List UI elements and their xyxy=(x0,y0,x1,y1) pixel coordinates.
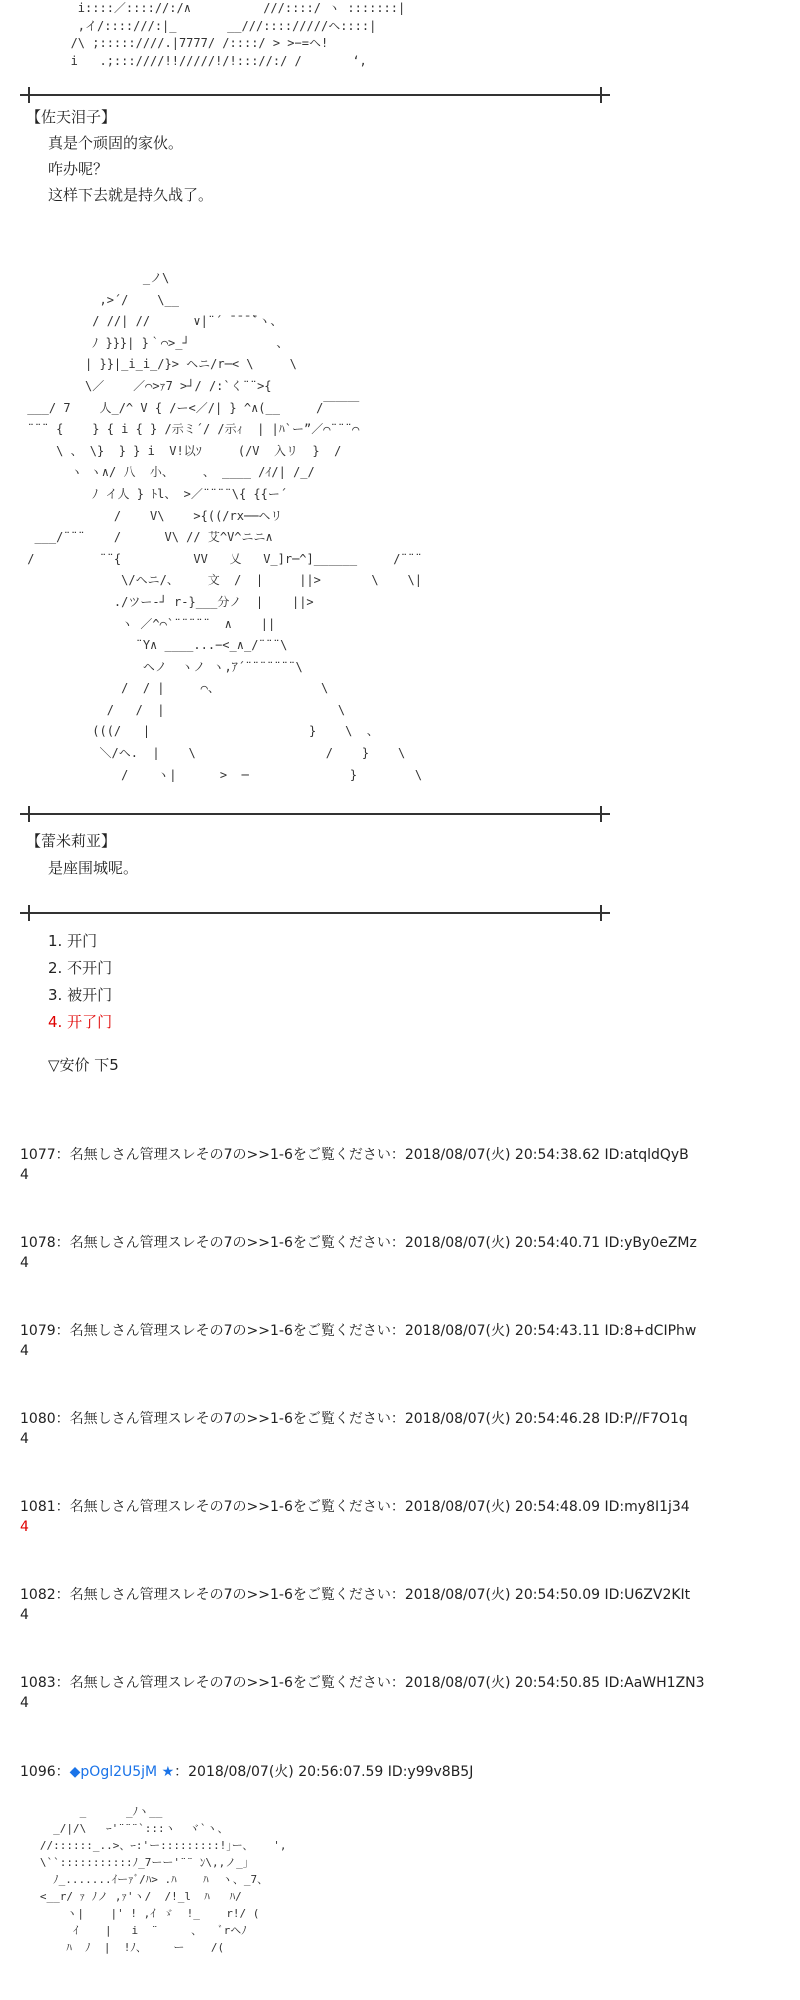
post-header: 1080：名無しさん管理スレその7の>>1-6をご覧ください：2018/08/07(火) 20:54:46.28 ID:P//F7O1q xyxy=(20,1411,688,1427)
choice-item xyxy=(48,982,112,1008)
reply-post xyxy=(20,1585,690,1625)
post-body: 4 xyxy=(20,1343,29,1359)
post-header: 1078：名無しさん管理スレその7の>>1-6をご覧ください：2018/08/07(火) 20:54:40.71 ID:yBy0eZMz xyxy=(20,1235,697,1251)
divider xyxy=(20,912,610,914)
post-body: 4 xyxy=(20,1431,29,1447)
choice-item-selected xyxy=(48,1009,112,1035)
author-trip[interactable]: ◆pOgl2U5jM ★ xyxy=(69,1764,175,1780)
post-header: 1077：名無しさん管理スレその7の>>1-6をご覧ください：2018/08/07(火) 20:54:38.62 ID:atqldQyB xyxy=(20,1147,689,1163)
speaker-name: 【佐天泪子】 xyxy=(26,108,117,126)
post-header: 1079：名無しさん管理スレその7の>>1-6をご覧ください：2018/08/07(火) 20:54:43.11 ID:8+dCIPhw xyxy=(20,1323,697,1339)
dialogue-line: 咋办呢？ xyxy=(48,160,109,178)
reply-post xyxy=(20,1321,696,1361)
post-header: 1081：名無しさん管理スレその7の>>1-6をご覧ください：2018/08/07(火) 20:54:48.09 ID:my8I1j34 xyxy=(20,1499,690,1515)
ascii-art-character: _ノ\ ,>´/ \__ / //| // ∨|¨´ ̄ ̄ ̄ ̄`ヽ、 ﾉ }}}| }｀⌒>_┘ 、 | }}|_i_i_/}> ヘニ/r─< \ \ \／ ／⌒>ｧ7 >┘/ /:`く¨¨>{ ___/ 7 人_/^ V { /ー<／/| } ^∧(__ /￣￣￣ ¨¨¨ { } { i { } /示ミ´/ /示ｨ | |ﾊ`ー”／⌒¨¨¨⌒ \ 、 \} } } i V!以ｿ (/V 入リ } / ヽ ヽ∧/ 八 小、 、 ____ /ｲ/| /_/ ﾉ イ人 } ﾄl、 >／¨¨¨¨\{ {{ー´ / V\ >{((/rx──ヘリ ___/¨¨¨ / V\ // 艾^V^ニニ∧ / ¨¨{ VV 乂 V_]r─^]______ /¨¨¨ \/ヘニ/、 文 / | ||> \ \| ./ツー‐┘ r-}___分ノ | ||> ヽ ／^⌒`¨¨¨¨¨ ∧ || ¨Y∧ ____...−<_∧_/¨¨¨\ ヘノ ヽノ ヽ,ｱ´¨¨¨¨¨¨¨\ / / | ⌒、 \ / / | \ (((/ | } \ 、 ＼/ヘ. | \ / } \ / ヽ| > ─ } \ xyxy=(27,271,423,782)
post-body: 4 xyxy=(20,1607,29,1623)
dialogue-line: 是座围城呢。 xyxy=(48,859,139,877)
reply-post xyxy=(20,1233,697,1273)
choice-number: 3. xyxy=(48,986,63,1004)
post-header: 1083：名無しさん管理スレその7の>>1-6をご覧ください：2018/08/07(火) 20:54:50.85 ID:AaWH1ZN3 xyxy=(20,1675,705,1691)
reply-post xyxy=(20,1497,690,1537)
choice-text: 开了门 xyxy=(67,1013,113,1031)
reply-post xyxy=(20,1409,688,1449)
vote-instruction: ▽安价 下5 xyxy=(48,1056,119,1074)
reply-post xyxy=(20,1145,689,1185)
choice-number: 4. xyxy=(48,1013,63,1031)
dialogue-line: 真是个顽固的家伙。 xyxy=(48,134,184,152)
ascii-art-bottom: _ _ﾉヽ__ _/|/\ ｰ'¨¨¨`:::ヽ ヾ`ヽ、 //::::::_..>、ｰ:'ー:::::::::!｣ー、 ', \``:::::::::::ﾉ_7ーー'¨¨ ﾝ\,,ノ_」 ﾉ_.......ｲーｧﾞ/ﾊ> .ﾊ ﾊ ヽ、_7、 <__r/ ｧ ﾉノ ,ｧ'ヽ/ /!_l ﾊ ﾊ/ ヽ| |' ! ,ｲ ゞ !_ r!/ ( ｲ | i ¨ 、 ﾞrヘﾉ ﾊ ﾉ | !ﾉ、 ー /( xyxy=(39,1805,287,1954)
dialogue-line: 这样下去就是持久战了。 xyxy=(48,186,214,204)
post-meta: ：2018/08/07(火) 20:56:07.59 ID:y99v8B5J xyxy=(174,1764,474,1780)
choice-text: 不开门 xyxy=(67,959,113,977)
choice-text: 开门 xyxy=(67,932,98,950)
divider xyxy=(20,813,610,815)
choice-item xyxy=(48,955,112,981)
post-body: 4 xyxy=(20,1167,29,1183)
choice-number: 2. xyxy=(48,959,63,977)
author-post-header xyxy=(20,1762,473,1782)
post-body: 4 xyxy=(20,1695,29,1711)
choice-item xyxy=(48,928,97,954)
post-header: 1082：名無しさん管理スレその7の>>1-6をご覧ください：2018/08/07(火) 20:54:50.09 ID:U6ZV2KIt xyxy=(20,1587,691,1603)
post-body: 4 xyxy=(20,1255,29,1271)
post-body-highlighted: 4 xyxy=(20,1519,29,1535)
choice-number: 1. xyxy=(48,932,63,950)
ascii-art-top: i::::／:::://:/∧ ///::::/ ヽ :::::::| ,イ/::::///:|_ __///:::://///ヘ::::| /\ ;:::::////.|7777/ /::::/ > >−=ヘ! i .;:::////!!/////!/!::://:/ / ‘, xyxy=(70,1,406,68)
post-number: 1096： xyxy=(20,1764,70,1780)
reply-post xyxy=(20,1673,705,1713)
choice-text: 被开门 xyxy=(67,986,113,1004)
speaker-name: 【蕾米莉亚】 xyxy=(26,832,117,850)
divider xyxy=(20,94,610,96)
